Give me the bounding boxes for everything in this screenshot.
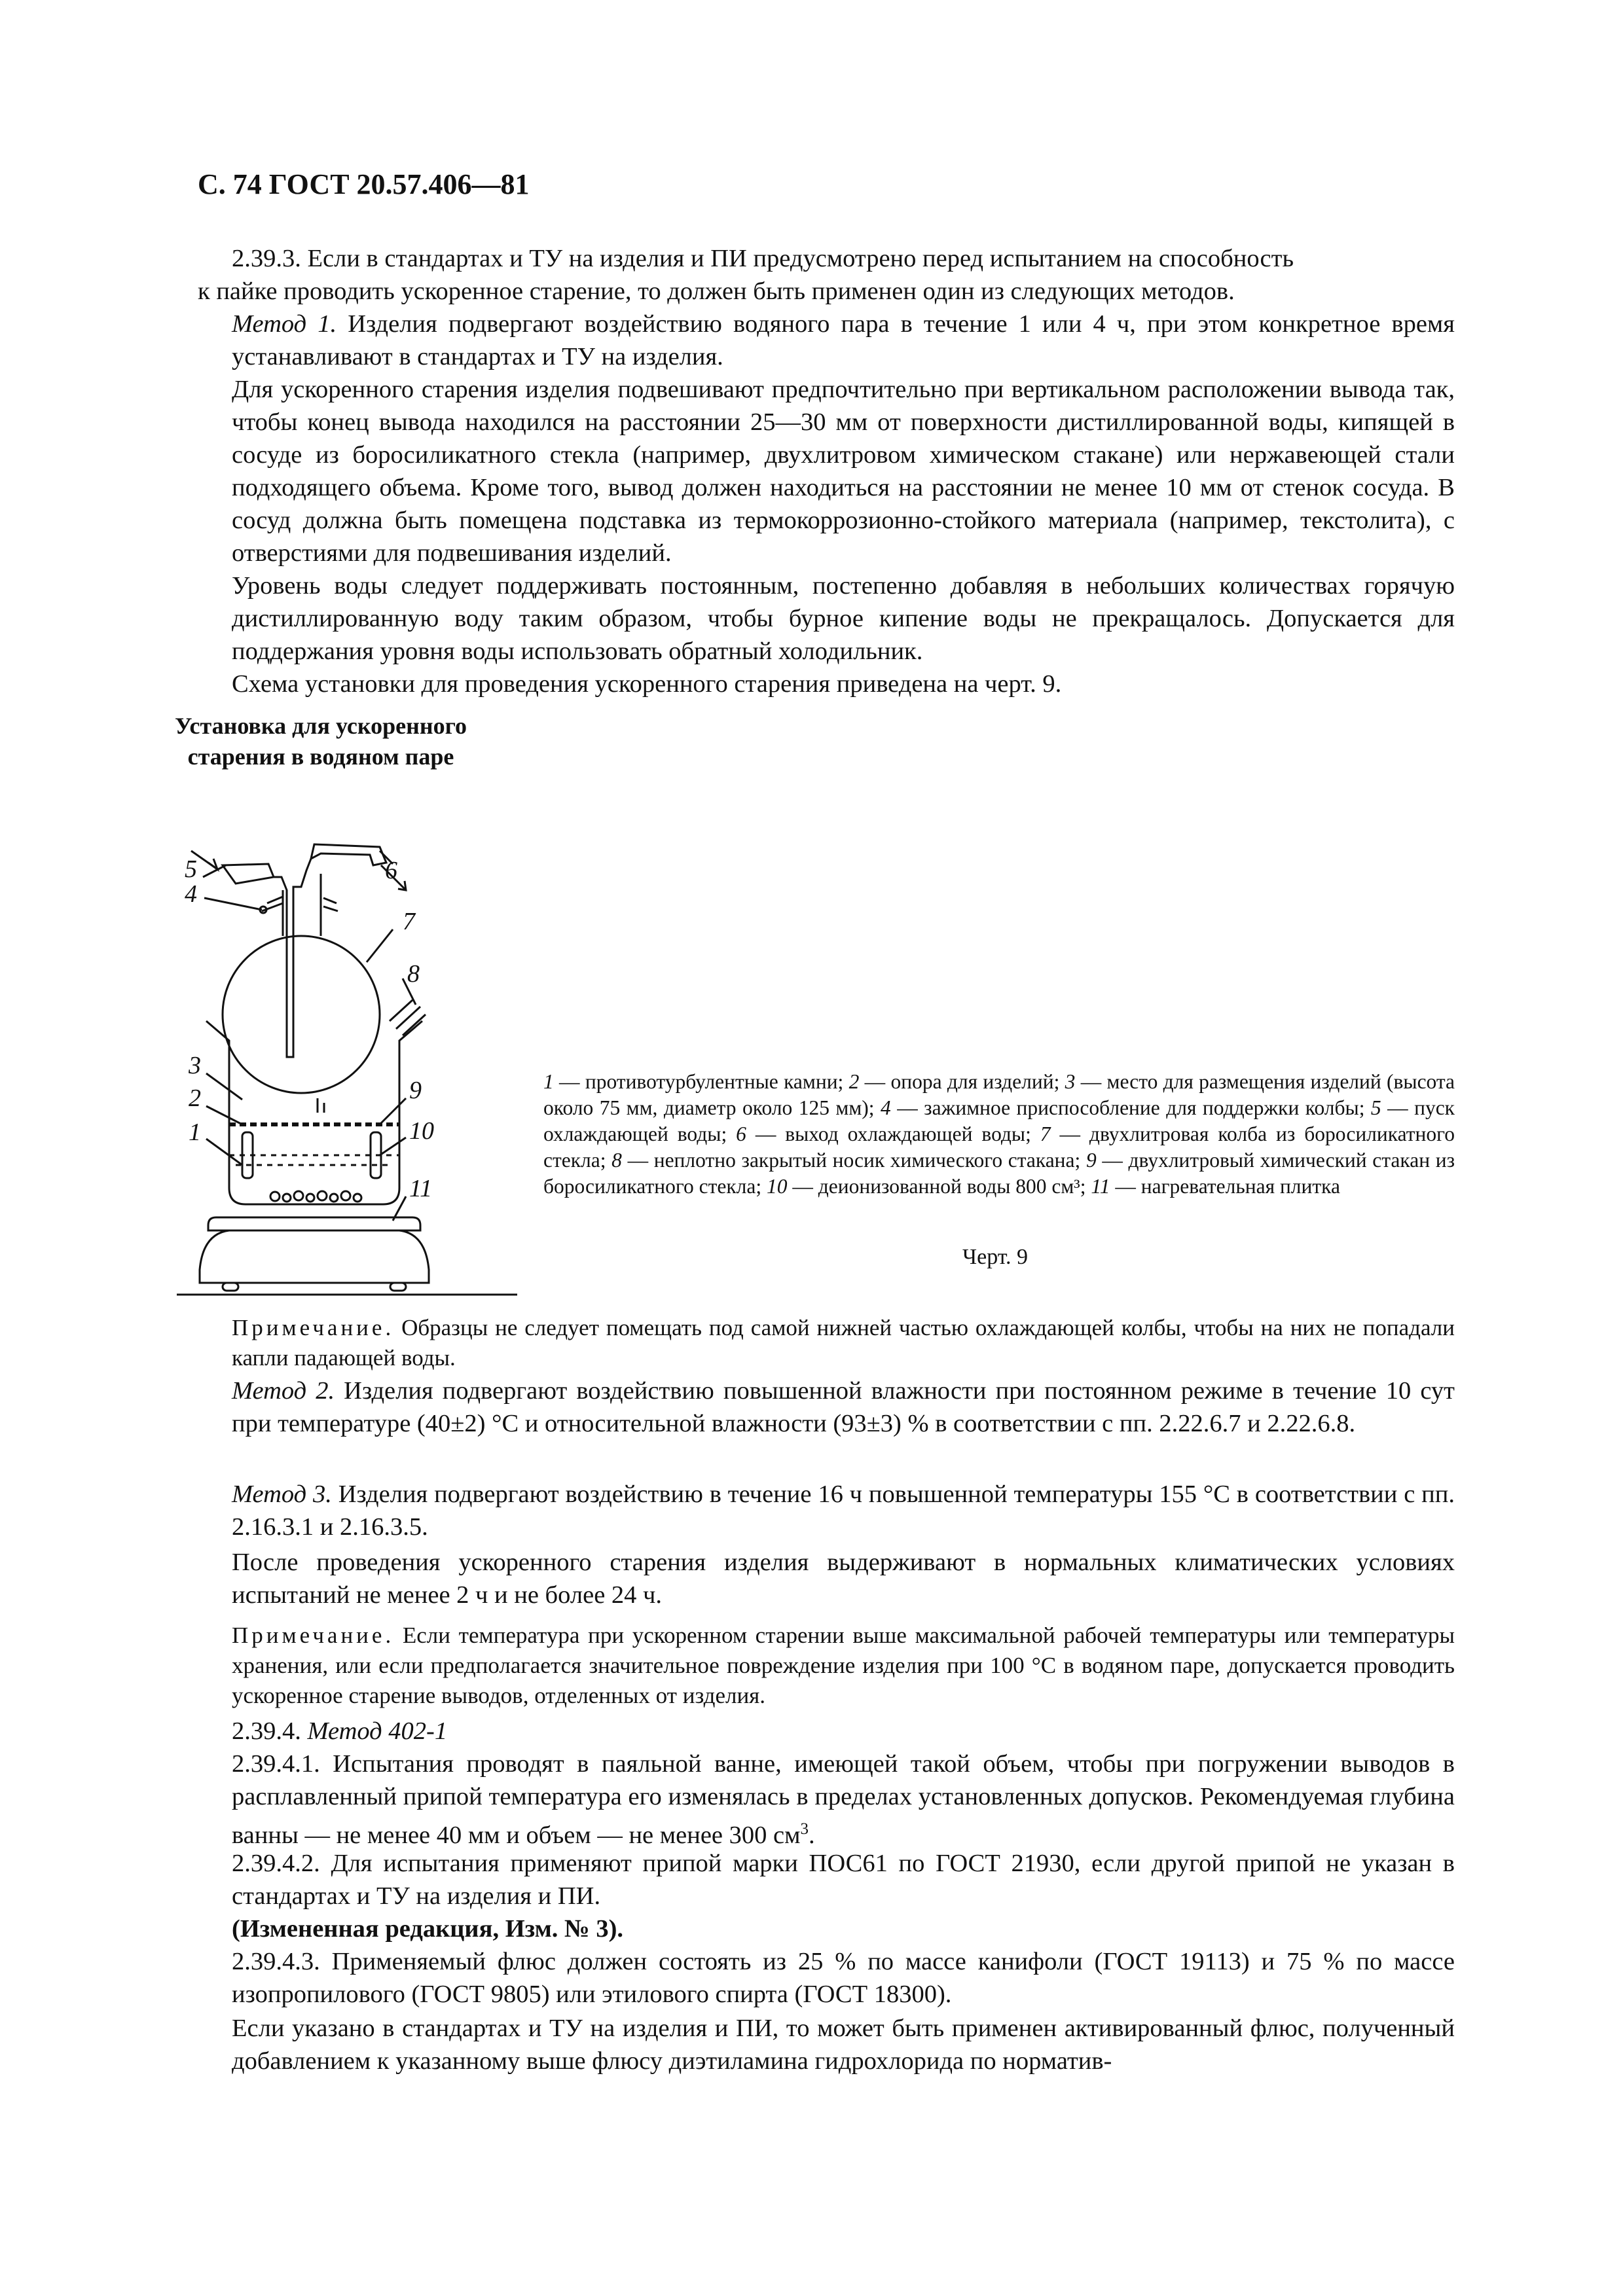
flask-body	[223, 936, 380, 1093]
paragraph-text: 2.39.4.1. Испытания проводят в паяльной ванне, имеющей такой объем, чтобы при погружении выводов в расплавленный припой температура его изменялась в пределах установленных допусков. Рекомендуемая глубина ванны — не менее 40 мм и объем — не менее 300 см	[232, 1750, 1455, 1849]
label-2: 2	[189, 1085, 201, 1112]
paragraph-text: Схема установки для проведения ускоренного старения приведена на черт. 9.	[232, 670, 1062, 698]
label-9: 9	[409, 1077, 422, 1104]
paragraph-text: Изделия подвергают воздействию повышенной влажности при постоянном режиме в течение 10 сут при температуре (40±2) °С и относительной влажности (93±3) % в соответствии с пп. 2.22.6.7 и 2.22.6.8.	[232, 1377, 1455, 1437]
clamp	[262, 897, 338, 911]
paragraph-method-2	[198, 1374, 1455, 1440]
paragraph-2-39-4-2	[198, 1847, 1455, 1912]
paragraph-method-1	[198, 308, 1455, 373]
note-2	[198, 1621, 1455, 1711]
legend-item-7: 7 — двухлитровая колба из боросиликатного стекла;	[543, 1122, 1455, 1172]
paragraph-2-39-4-3	[198, 1945, 1455, 2011]
figure-legend	[543, 1069, 1455, 1200]
legend-item-10: 10 — деионизованной воды 800 см³;	[766, 1175, 1091, 1198]
page-header: С. 74 ГОСТ 20.57.406—81	[198, 168, 530, 200]
paragraph-water-level	[198, 569, 1455, 668]
paragraph-text: Изделия подвергают воздействию в течение 16 ч повышенной температуры 155 °С в соответствии с пп. 2.16.3.1 и 2.16.3.5.	[232, 1480, 1455, 1541]
paragraph-text: Изделия подвергают воздействию водяного пара в течение 1 или 4 ч, при этом конкретное время устанавливают в стандартах и ТУ на изделия.	[232, 310, 1455, 370]
paragraph-text: 2.39.4.2. Для испытания применяют припой марки ПОС61 по ГОСТ 21930, если другой припой не указан в стандартах и ТУ на изделия и ПИ.	[232, 1850, 1455, 1910]
legend-item-9: 9 — двухлитровый химический стакан из боросиликатного стекла;	[543, 1149, 1455, 1198]
legend-item-6: 6 — выход охлаждающей воды;	[736, 1122, 1040, 1145]
paragraph-aging-setup	[198, 373, 1455, 569]
legend-item-2: 2 — опора для изделий;	[848, 1070, 1065, 1093]
label-1: 1	[189, 1119, 201, 1146]
paragraph-text: 2.39.3. Если в стандартах и ТУ на изделия и ПИ предусмотрено перед испытанием на способность	[232, 245, 1294, 272]
paragraph-activated-flux	[198, 2012, 1455, 2077]
note-1	[198, 1313, 1455, 1373]
paragraph-method-3	[198, 1478, 1455, 1543]
note-text: Если температура при ускоренном старении выше максимальной рабочей температуры или температуры хранения, или если предполагается значительное повреждение изделия при 100 °С в водяном паре, допускается проводить ускоренное старение выводов, отделенных от изделия.	[232, 1623, 1455, 1708]
amendment-note: (Измененная редакция, Изм. № 3).	[232, 1915, 624, 1943]
legend-item-4: 4 — зажимное приспособление для поддержки колбы;	[880, 1096, 1371, 1119]
section-2-39-4: 2.39.4. Метод 402-1	[232, 1717, 448, 1745]
figure-number: Черт. 9	[962, 1245, 1029, 1269]
legend-item-8: 8 — неплотно закрытый носик химического стакана;	[611, 1149, 1086, 1172]
label-8: 8	[407, 960, 420, 988]
method-3-label: Метод 3.	[232, 1480, 332, 1508]
beaker-spout	[390, 1000, 426, 1035]
outlet-hose	[311, 844, 386, 865]
legend-item-11: 11 — нагревательная плитка	[1091, 1175, 1340, 1198]
paragraph-2-39-4-1: 2.39.4.1. Испытания проводят в паяльной ванне, имеющей такой объем, чтобы при погружении выводов в расплавленный припой температура его изменялась в пределах установленных допусков. Рекомендуемая глубина ванны — не менее 40 мм и объем — не менее 300 $см^3$.	[232, 1750, 1455, 1849]
method-2-label: Метод 2.	[232, 1377, 335, 1405]
method-1-label: Метод 1.	[232, 310, 337, 338]
legend-item-1: 1 — противотурбулентные камни;	[543, 1070, 849, 1093]
paragraph-text: к пайке проводить ускоренное старение, то должен быть применен один из следующих методов.	[198, 278, 1235, 305]
label-10: 10	[409, 1117, 434, 1145]
figure-caption: Установка для ускоренного старения в водяном паре	[174, 713, 467, 770]
paragraph-after-aging	[198, 1546, 1455, 1611]
paragraph-2-39-3	[198, 242, 1455, 308]
label-11: 11	[409, 1175, 433, 1202]
note-text: Образцы не следует помещать под самой нижней частью охлаждающей колбы, чтобы на них не попадали капли падающей воды.	[232, 1315, 1455, 1371]
label-4: 4	[185, 880, 197, 908]
label-7: 7	[403, 908, 415, 935]
legend-item-3: 3 — место для размещения изделий (высота около 75 мм, диаметр около 125 мм);	[543, 1070, 1455, 1119]
label-5: 5	[185, 855, 197, 883]
hot-plate	[208, 1217, 420, 1230]
paragraph-scheme-ref	[198, 668, 1455, 700]
label-3: 3	[189, 1052, 201, 1079]
paragraph-text: Уровень воды следует поддерживать постоянным, постепенно добавляя в небольших количествах горячую дистиллированную воду таким образом, чтобы бурное кипение воды не прекращалось. Допускается для поддержания уровня воды использовать обратный холодильник.	[232, 572, 1455, 665]
paragraph-text: После проведения ускоренного старения изделия выдерживают в нормальных климатических условиях испытаний не менее 2 ч и не более 24 ч.	[232, 1549, 1455, 1609]
inlet-hose	[223, 864, 274, 884]
label-6: 6	[385, 857, 397, 884]
beaker	[206, 1021, 422, 1204]
paragraph-text: Для ускоренного старения изделия подвешивают предпочтительно при вертикальном расположении вывода так, чтобы конец вывода находился на расстоянии 25—30 мм от поверхности дистиллированной воды, кипящей в сосуде из боросиликатного стекла (например, двухлитровом химическом стакане) или нержавеющей стали подходящего объема. Кроме того, вывод должен находиться на расстоянии не менее 10 мм от стенок сосуда. В сосуд должна быть помещена подставка из термокоррозионно-стойкого материала (например, текстолита), с отверстиями для подвешивания изделий.	[232, 376, 1455, 567]
apparatus-diagram	[177, 825, 517, 1296]
paragraph-text: 2.39.4.3. Применяемый флюс должен состоять из 25 % по массе канифоли (ГОСТ 19113) и 75 % по массе изопропилового (ГОСТ 9805) или этилового спирта (ГОСТ 18300).	[232, 1948, 1455, 2008]
note-1-label: Примечание.	[232, 1315, 395, 1340]
note-2-label: Примечание.	[232, 1623, 395, 1648]
paragraph-text: Если указано в стандартах и ТУ на изделия и ПИ, то может быть применен активированный флюс, полученный добавлением к указанному выше флюсу диэтиламина гидрохлорида по норматив-	[232, 2015, 1455, 2075]
section-title: Метод 402-1	[307, 1717, 448, 1745]
legend-item-5: 5 — пуск охлаждающей воды;	[543, 1096, 1455, 1145]
